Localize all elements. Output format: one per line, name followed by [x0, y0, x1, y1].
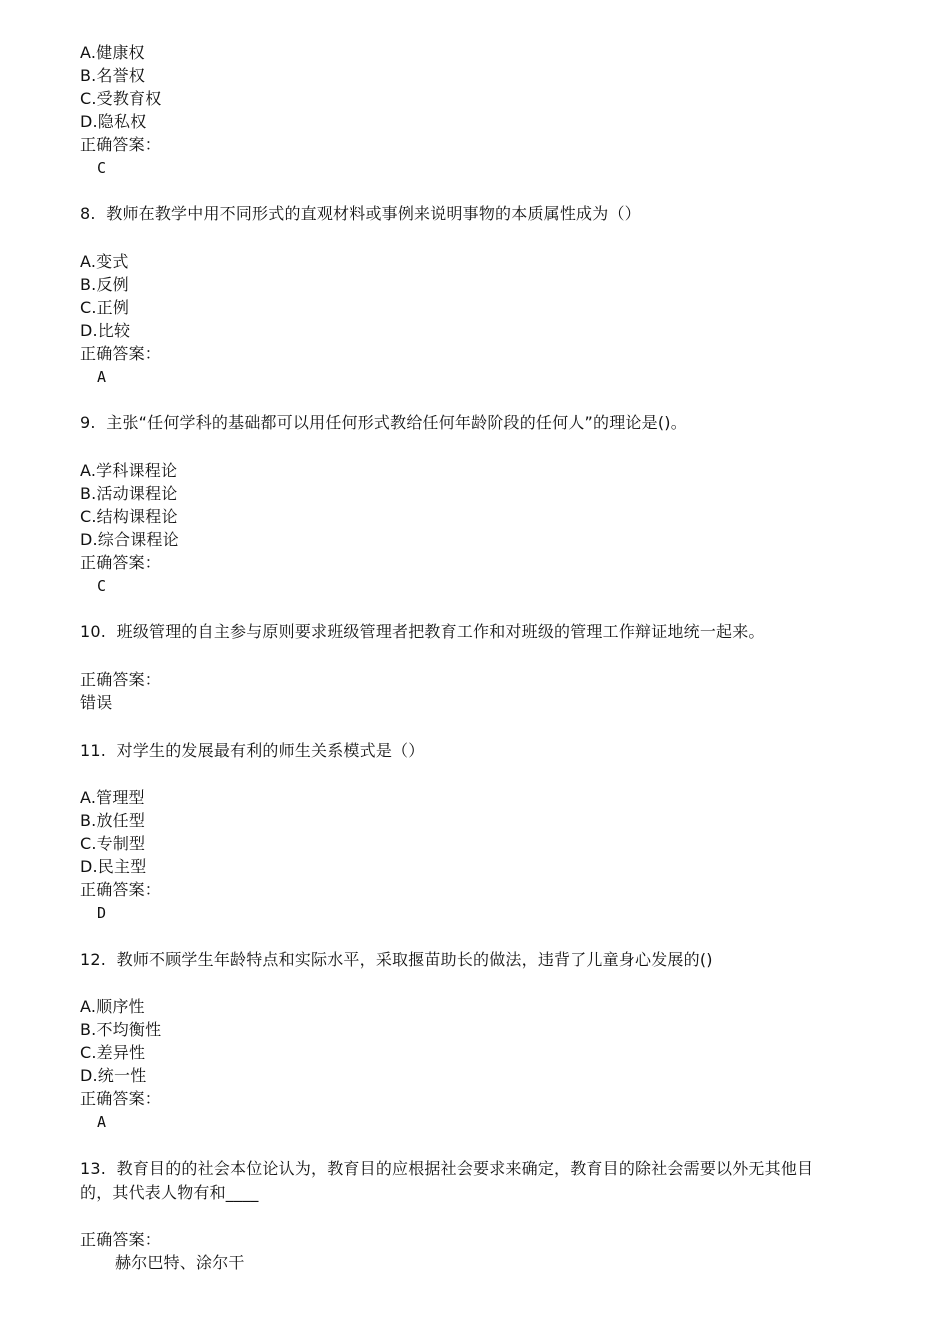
option-a: A.变式 — [80, 252, 129, 271]
answer-label: 正确答案： — [80, 135, 162, 154]
option-b: B.活动课程论 — [80, 484, 178, 503]
answer-label: 正确答案： — [80, 880, 162, 899]
option-c: C.结构课程论 — [80, 507, 178, 526]
option-a: A.健康权 — [80, 43, 145, 62]
option-d: D.民主型 — [80, 857, 147, 876]
answer-value: A — [97, 1113, 107, 1131]
question-title-continued: 的，其代表人物有和____ — [80, 1183, 259, 1202]
answer-label: 正确答案： — [80, 670, 162, 689]
option-d: D.统一性 — [80, 1066, 147, 1085]
question-title: 8. 教师在教学中用不同形式的直观材料或事例来说明事物的本质属性成为（） — [80, 204, 641, 223]
answer-value: C — [97, 577, 107, 595]
option-c: C.受教育权 — [80, 89, 162, 108]
answer-label: 正确答案： — [80, 553, 162, 572]
option-d: D.比较 — [80, 321, 131, 340]
question-title: 11. 对学生的发展最有利的师生关系模式是（） — [80, 741, 425, 760]
option-b: B.不均衡性 — [80, 1020, 162, 1039]
option-a: A.学科课程论 — [80, 461, 178, 480]
answer-value: A — [97, 368, 107, 386]
question-title: 13. 教育目的的社会本位论认为，教育目的应根据社会要求来确定，教育目的除社会需要以外无其他目 — [80, 1159, 814, 1178]
option-c: C.正例 — [80, 298, 130, 317]
option-a: A.顺序性 — [80, 997, 145, 1016]
option-d: D.综合课程论 — [80, 530, 179, 549]
option-a: A.管理型 — [80, 788, 145, 807]
answer-label: 正确答案： — [80, 344, 162, 363]
option-c: C.专制型 — [80, 834, 146, 853]
option-b: B.名誉权 — [80, 66, 146, 85]
answer-value: C — [97, 159, 107, 177]
option-b: B.放任型 — [80, 811, 146, 830]
answer-label: 正确答案： — [80, 1089, 162, 1108]
question-title: 12. 教师不顾学生年龄特点和实际水平，采取揠苗助长的做法，违背了儿童身心发展的() — [80, 950, 713, 969]
option-c: C.差异性 — [80, 1043, 146, 1062]
question-title: 10. 班级管理的自主参与原则要求班级管理者把教育工作和对班级的管理工作辩证地统一起来。 — [80, 622, 765, 641]
answer-value: D — [97, 904, 107, 922]
question-title: 9. 主张“任何学科的基础都可以用任何形式教给任何年龄阶段的任何人”的理论是()。 — [80, 413, 687, 432]
answer-value: 错误 — [80, 693, 113, 712]
answer-label: 正确答案： — [80, 1230, 162, 1249]
option-b: B.反例 — [80, 275, 129, 294]
option-d: D.隐私权 — [80, 112, 147, 131]
answer-value: 赫尔巴特、涂尔干 — [115, 1253, 245, 1272]
